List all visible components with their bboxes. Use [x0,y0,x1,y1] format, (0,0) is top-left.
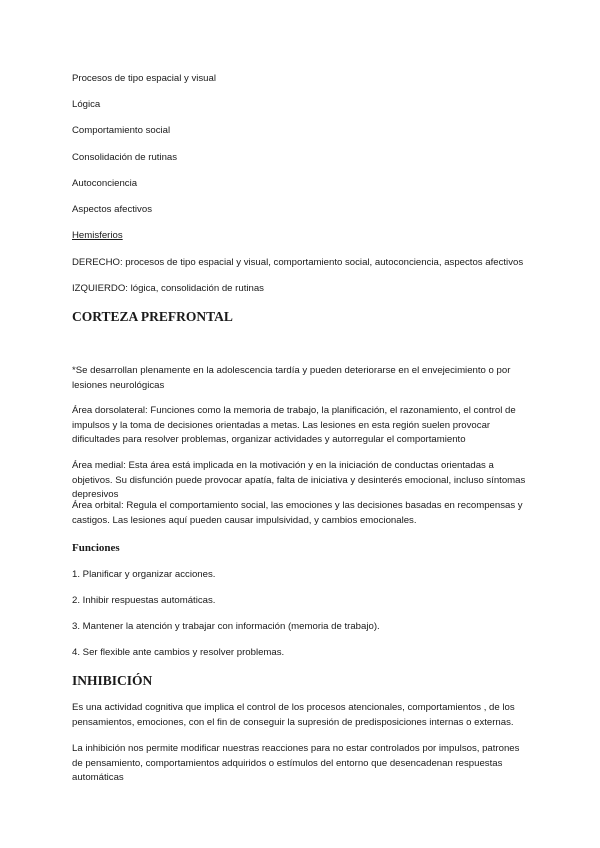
list-item: Autoconciencia [72,178,138,189]
funciones-heading: Funciones [72,542,120,554]
funcion-item: 3. Mantener la atención y trabajar con información (memoria de trabajo). [72,621,380,632]
hemisferios-heading: Hemisferios [72,230,123,241]
hemisferio-izquierdo: IZQUIERDO: lógica, consolidación de rutinas [72,283,264,294]
inhibicion-heading: INHIBICIÓN [72,673,153,688]
list-item: Procesos de tipo espacial y visual [72,73,216,84]
inhibicion-paragraph-2: La inhibición nos permite modificar nuestras reacciones para no estar controlados por impulsos, patrones de pensamiento, comportamientos adquiridos o estímulos del entorno que desencadenan respuestas automáticas [72,743,520,784]
list-item: Comportamiento social [72,125,171,136]
area-dorsolateral-paragraph: Área dorsolateral: Funciones como la memoria de trabajo, la planificación, el razonamiento, el control de impulsos y la toma de decisiones orientadas a metas. Las lesiones en esta región suelen provocar dificultades para resolver problemas, organizar actividades y autorregular el comportamiento [72,405,516,446]
inhibicion-paragraph-1: Es una actividad cognitiva que implica el control de los procesos atencionales, comportamientos , de los pensamientos, emociones, con el fin de conseguir la supresión de predisposiciones internas o externas. [72,702,515,728]
area-medial-paragraph: Área medial: Esta área está implicada en la motivación y en la iniciación de conductas orientadas a objetivos. Su disfunción puede provocar apatía, falta de iniciativa y desinterés emocional, incluso síntomas depresivos [72,460,526,501]
list-item: Aspectos afectivos [72,204,152,215]
list-item: Consolidación de rutinas [72,152,178,163]
hemisferio-derecho: DERECHO: procesos de tipo espacial y visual, comportamiento social, autoconciencia, aspectos afectivos [72,257,524,268]
corteza-note: *Se desarrollan plenamente en la adolescencia tardía y pueden deteriorarse en el envejecimiento o por lesiones neurológicas [72,365,511,391]
funcion-item: 4. Ser flexible ante cambios y resolver problemas. [72,647,285,658]
list-item: Lógica [72,99,101,110]
funcion-item: 2. Inhibir respuestas automáticas. [72,595,216,606]
area-orbital-paragraph: Área orbital: Regula el comportamiento social, las emociones y las decisiones basadas en recompensas y castigos. Las lesiones aquí pueden causar impulsividad, y cambios emocionales. [72,500,523,526]
funcion-item: 1. Planificar y organizar acciones. [72,569,216,580]
corteza-prefrontal-heading: CORTEZA PREFRONTAL [72,309,233,324]
